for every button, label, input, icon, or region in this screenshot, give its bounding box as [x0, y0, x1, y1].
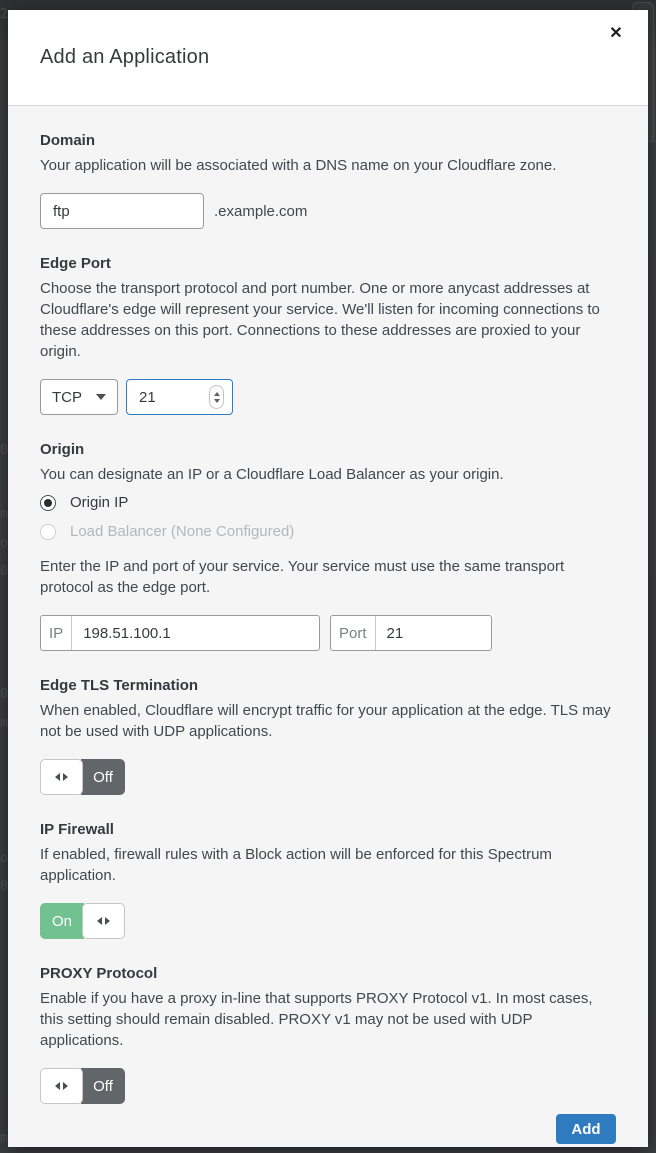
origin-port-input[interactable]: 21: [386, 624, 404, 642]
ip-firewall-toggle[interactable]: [40, 903, 125, 939]
origin-label: Origin: [40, 441, 85, 458]
proxy-protocol-label: PROXY Protocol: [40, 965, 158, 982]
load-balancer-radio: [40, 524, 56, 540]
modal-footer: [40, 1114, 616, 1153]
radio-selected-dot: [44, 499, 52, 507]
arrow-left-icon: [55, 773, 60, 781]
arrow-left-icon: [55, 1082, 60, 1090]
arrow-right-icon: [63, 1082, 68, 1090]
domain-input[interactable]: ftp: [40, 193, 204, 229]
protocol-select-value: TCP: [52, 388, 82, 406]
modal-body: [8, 106, 648, 1153]
toggle-handle-icon: [82, 903, 125, 939]
add-button[interactable]: Add: [556, 1114, 616, 1144]
ip-firewall-description: If enabled, firewall rules with a Block action will be enforced for this Spectrum application.: [40, 846, 552, 884]
chevron-down-icon: [96, 394, 106, 400]
occluded-text-glyph: 0: [0, 444, 8, 458]
toggle-handle-icon: [40, 1068, 83, 1104]
modal-header: [8, 10, 648, 106]
proxy-protocol-section: [40, 965, 616, 1104]
arrow-right-icon: [105, 917, 110, 925]
origin-ip-radio-label: Origin IP: [70, 494, 129, 511]
add-application-modal: [8, 10, 648, 1147]
toggle-handle-icon: [40, 759, 83, 795]
occluded-text-glyph: 0: [0, 880, 8, 894]
origin-ip-description: Enter the IP and port of your service. Your service must use the same transport protocol as the edge port.: [40, 558, 565, 596]
edge-port-section: [40, 255, 616, 415]
occluded-text-glyph: 0: [0, 565, 8, 579]
origin-port-input-group: [330, 615, 492, 651]
stepper-down-icon: [214, 399, 220, 403]
occluded-text-glyph: m: [0, 1132, 8, 1146]
proxy-protocol-toggle-state: Off: [81, 1068, 125, 1104]
occluded-text-glyph: 2: [0, 8, 8, 22]
arrow-right-icon: [63, 773, 68, 781]
modal-title: Add an Application: [40, 46, 210, 68]
close-icon[interactable]: ✕: [609, 25, 623, 42]
origin-ip-input[interactable]: 198.51.100.1: [83, 624, 171, 642]
load-balancer-radio-label: Load Balancer (None Configured): [70, 523, 295, 540]
arrow-left-icon: [97, 917, 102, 925]
port-prefix-label: Port: [331, 616, 376, 650]
origin-ip-radio[interactable]: [40, 495, 56, 511]
ip-firewall-toggle-state: On: [40, 903, 84, 939]
edge-port-input[interactable]: [126, 379, 233, 415]
load-balancer-radio-row: [40, 518, 616, 545]
edge-port-label: Edge Port: [40, 255, 111, 272]
number-stepper-icon[interactable]: [209, 385, 224, 409]
edge-tls-toggle[interactable]: [40, 759, 125, 795]
proxy-protocol-description: Enable if you have a proxy in-line that supports PROXY Protocol v1. In most cases, this setting should remain disabled. PROXY v1 may not be used with UDP applications.: [40, 990, 593, 1049]
ip-firewall-section: [40, 821, 616, 939]
occluded-text-glyph: 0: [0, 688, 8, 702]
proxy-protocol-toggle[interactable]: [40, 1068, 125, 1104]
origin-ip-radio-row: [40, 489, 616, 516]
origin-section: [40, 441, 616, 651]
occluded-text-glyph: o: [0, 537, 8, 551]
domain-suffix: .example.com: [214, 202, 308, 220]
origin-description: You can designate an IP or a Cloudflare Load Balancer as your origin.: [40, 466, 504, 483]
edge-tls-description: When enabled, Cloudflare will encrypt traffic for your application at the edge. TLS may not be used with UDP applications.: [40, 702, 611, 740]
domain-description: Your application will be associated with a DNS name on your Cloudflare zone.: [40, 157, 557, 174]
domain-section: [40, 132, 616, 229]
occluded-text-glyph: o: [0, 852, 8, 866]
occluded-text-glyph: m: [0, 717, 8, 731]
edge-tls-label: Edge TLS Termination: [40, 677, 199, 694]
edge-port-description: Choose the transport protocol and port number. One or more anycast addresses at Cloudflare's edge will represent your service. We'll listen for incoming connections to these addresses on this port. Connections to these addresses are proxied to your origin.: [40, 280, 600, 360]
edge-tls-section: [40, 677, 616, 795]
edge-tls-toggle-state: Off: [81, 759, 125, 795]
origin-ip-input-group: [40, 615, 320, 651]
occluded-text-glyph: m: [0, 508, 8, 522]
stepper-up-icon: [214, 392, 220, 396]
ip-firewall-label: IP Firewall: [40, 821, 114, 838]
ip-prefix-label: IP: [41, 616, 72, 650]
edge-port-value: 21: [139, 388, 156, 406]
protocol-select[interactable]: [40, 379, 118, 415]
domain-label: Domain: [40, 132, 96, 149]
